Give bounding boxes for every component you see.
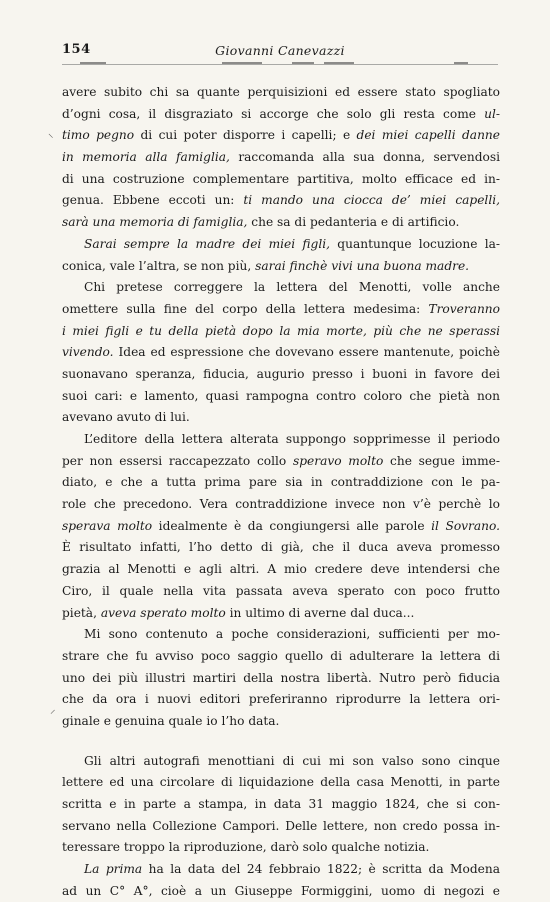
- italic-run: sarai finchè vivi una buona madre.: [255, 258, 470, 273]
- text-run: pietà,: [62, 605, 101, 620]
- text-line: [62, 646, 500, 668]
- text-line: [62, 581, 500, 603]
- text-line: [62, 603, 500, 625]
- text-line: [62, 537, 500, 559]
- text-run: lettere ed una circolare di liquidazione della casa Menotti, in parte: [62, 775, 500, 790]
- italic-run: il Sovrano.: [431, 518, 500, 533]
- text-line: [62, 429, 500, 451]
- running-head: Giovanni Canevazzi: [215, 43, 345, 58]
- text-run: teressare troppo la riproduzione, darò solo qualche notizia.: [62, 840, 430, 855]
- text-run: Ciro, il quale nella vita passata aveva sperato con poco frutto: [62, 583, 500, 598]
- text-line: [62, 321, 500, 343]
- text-line: [62, 104, 500, 126]
- text-run: Chi pretese correggere la lettera del Menotti, volle anche: [84, 280, 500, 295]
- text-line: [62, 881, 500, 902]
- italic-run: sperava molto: [62, 518, 153, 533]
- text-run: di una costruzione complementare partitiva, molto efficace ed in-: [62, 171, 500, 186]
- paragraph-gap: [62, 733, 500, 751]
- text-run: Gli altri autografi menottiani di cui mi son valso sono cinque: [84, 753, 500, 768]
- text-line: [62, 494, 500, 516]
- text-run: quantunque locuzione la-: [330, 236, 500, 251]
- text-line: [62, 816, 500, 838]
- italic-run: sarà una memoria di famiglia,: [62, 215, 248, 230]
- italic-run: La prima: [84, 862, 143, 877]
- text-line: [62, 147, 500, 169]
- text-run: idealmente è da congiungersi alle parole: [152, 518, 432, 533]
- body-text: [62, 82, 500, 902]
- paragraph: [62, 277, 500, 429]
- italic-run: speravo molto: [292, 453, 384, 468]
- text-line: [62, 668, 500, 690]
- text-run: strare che fu avviso poco saggio quello di adulterare la lettera di: [62, 648, 500, 663]
- text-run: per non essersi raccapezzato collo: [62, 453, 293, 468]
- italic-run: timo pegno: [62, 128, 135, 143]
- italic-run: Troveranno: [428, 301, 500, 316]
- text-line: [62, 82, 500, 104]
- text-line: [62, 234, 500, 256]
- paragraph: [62, 624, 500, 732]
- italic-run: Sarai sempre la madre dei miei figli,: [84, 236, 331, 251]
- text-run: uno dei più illustri martiri della nostra libertà. Nutro però fiducia: [62, 670, 500, 685]
- page-header: [62, 40, 498, 62]
- text-run: omettere sulla fine del corpo della lettera medesima:: [62, 301, 429, 316]
- text-run: raccomanda alla sua donna, servendosi: [229, 150, 500, 165]
- text-run: che da ora i nuovi editori preferiranno riprodurre la lettera ori-: [62, 692, 500, 707]
- text-line: [62, 837, 500, 859]
- text-run: ha la data del 24 febbraio 1822; è scritta da Modena: [142, 862, 500, 877]
- page-number: 154: [62, 42, 91, 57]
- text-line: [62, 169, 500, 191]
- text-run: in ultimo di averne dal duca...: [225, 605, 415, 620]
- text-line: [62, 559, 500, 581]
- text-run: servano nella Collezione Campori. Delle lettere, non credo possa in-: [62, 818, 500, 833]
- italic-run: aveva sperato molto: [100, 605, 226, 620]
- margin-mark-left-lower: ⸝: [50, 703, 56, 716]
- text-line: [62, 256, 500, 278]
- text-line: [62, 407, 500, 429]
- text-line: [62, 451, 500, 473]
- text-run: ad un C° A°, cioè a un Giuseppe Formiggini, uomo di negozi e: [62, 883, 500, 898]
- text-run: avevano avuto di lui.: [62, 410, 190, 425]
- text-run: che segue imme-: [383, 453, 500, 468]
- paragraph: [62, 751, 500, 859]
- text-line: [62, 190, 500, 212]
- text-run: grazia al Menotti e agli altri. A mio credere deve intendersi che: [62, 562, 500, 577]
- text-line: [62, 794, 500, 816]
- text-line: [62, 516, 500, 538]
- text-run: d’ogni cosa, il disgraziato si accorge che solo gli resta come: [62, 106, 485, 121]
- text-run: suonavano speranza, fiducia, augurio presso i buoni in favore dei: [62, 366, 500, 381]
- header-rule: [62, 64, 498, 65]
- text-run: Idea ed espressione che dovevano essere mantenute, poichè: [113, 345, 500, 360]
- text-line: [62, 711, 500, 733]
- text-run: avere subito chi sa quante perquisizioni ed essere stato spogliato: [62, 85, 500, 99]
- italic-run: ti mando una ciocca de’ miei capelli,: [243, 193, 500, 208]
- text-line: [62, 859, 500, 881]
- text-line: [62, 299, 500, 321]
- text-run: diato, e che a tutta prima pare sia in contraddizione con le pa-: [62, 475, 500, 490]
- margin-mark-left: ⸜: [48, 127, 54, 140]
- text-line: [62, 624, 500, 646]
- paragraph: [62, 234, 500, 277]
- paragraph: [62, 859, 500, 902]
- text-line: [62, 364, 500, 386]
- text-line: [62, 772, 500, 794]
- text-run: Mi sono contenuto a poche considerazioni, sufficienti per mo-: [84, 627, 500, 642]
- text-line: [62, 277, 500, 299]
- italic-run: i miei figli e tu della pietà dopo la mia morte, più che ne sperassi: [62, 323, 500, 338]
- text-line: [62, 342, 500, 364]
- text-line: [62, 125, 500, 147]
- text-run: che sa di pedanteria e di artificio.: [247, 215, 460, 230]
- italic-run: dei miei capelli danne: [356, 128, 500, 143]
- text-line: [62, 751, 500, 773]
- paragraph: [62, 429, 500, 624]
- text-run: L’editore della lettera alterata suppongo sopprimesse il periodo: [84, 432, 500, 446]
- text-line: [62, 472, 500, 494]
- text-run: scritta e in parte a stampa, in data 31 maggio 1824, che si con-: [62, 797, 500, 811]
- text-run: È risultato infatti, l’ho detto di già, che il duca aveva promesso: [62, 540, 500, 555]
- text-run: di cui poter disporre i capelli; e: [134, 128, 357, 143]
- text-line: [62, 689, 500, 711]
- italic-run: in memoria alla famiglia,: [62, 150, 230, 165]
- italic-run: vivendo.: [62, 345, 114, 360]
- text-run: role che precedono. Vera contraddizione invece non v’è perchè lo: [62, 497, 500, 512]
- text-line: [62, 212, 500, 234]
- paragraph: [62, 82, 500, 234]
- text-run: genua. Ebbene eccoti un:: [62, 193, 244, 208]
- text-run: ginale e genuina quale io l’ho data.: [62, 713, 280, 728]
- italic-run: ul-: [484, 106, 500, 121]
- text-run: suoi cari: e lamento, quasi rampogna contro coloro che pietà non: [62, 388, 500, 403]
- header-rule-marks: [62, 60, 498, 66]
- text-run: conica, vale l’altra, se non più,: [62, 258, 256, 273]
- text-line: [62, 386, 500, 408]
